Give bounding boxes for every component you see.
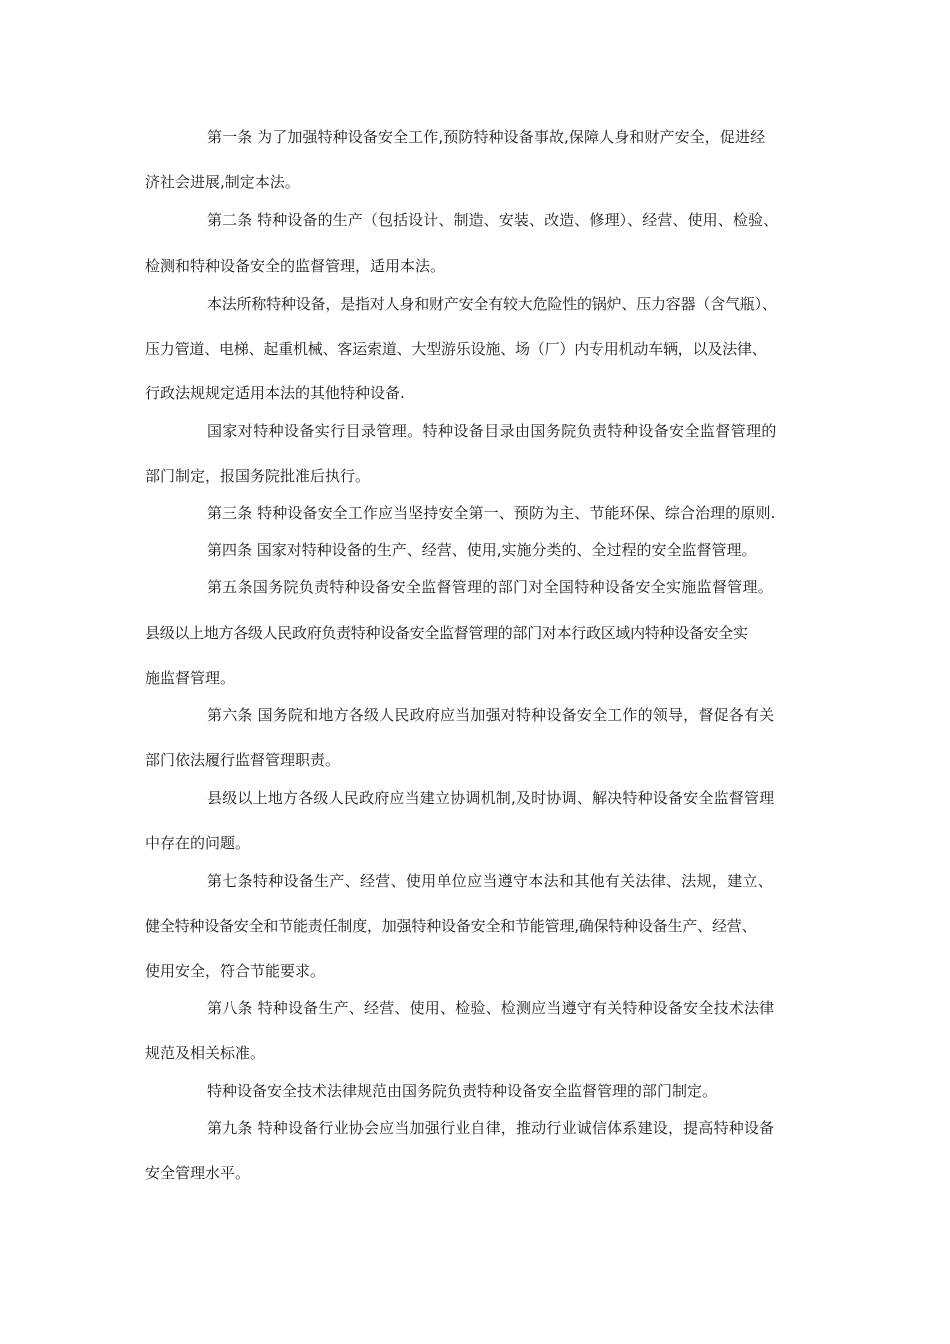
text-line: 第三条 特种设备安全工作应当坚持安全第一、预防为主、节能环保、综合治理的原则.: [207, 504, 776, 522]
text-line: 第六条 国务院和地方各级人民政府应当加强对特种设备安全工作的领导，督促各有关: [207, 706, 775, 724]
text-line: 健全特种设备安全和节能责任制度，加强特种设备安全和节能管理,确保特种设备生产、经营、: [145, 917, 757, 935]
text-line: 安全管理水平。: [145, 1164, 251, 1182]
text-line: 检测和特种设备安全的监督管理，适用本法。: [145, 257, 446, 275]
text-line: 县级以上地方各级人民政府应当建立协调机制,及时协调、解决特种设备安全监督管理: [207, 789, 775, 807]
text-line: 国家对特种设备实行目录管理。特种设备目录由国务院负责特种设备安全监督管理的: [207, 422, 777, 440]
text-line: 行政法规规定适用本法的其他特种设备.: [145, 384, 405, 402]
text-line: 第四条 国家对特种设备的生产、经营、使用,实施分类的、全过程的安全监督管理。: [207, 541, 757, 559]
text-line: 特种设备安全技术法律规范由国务院负责特种设备安全监督管理的部门制定。: [207, 1082, 718, 1100]
text-line: 第八条 特种设备生产、经营、使用、检验、检测应当遵守有关特种设备安全技术法律: [207, 999, 775, 1017]
text-line: 第二条 特种设备的生产（包括设计、制造、安装、改造、修理）、经营、使用、检验、: [207, 211, 779, 229]
text-line: 使用安全，符合节能要求。: [145, 962, 326, 980]
text-line: 规范及相关标准。: [145, 1044, 266, 1062]
text-line: 第一条 为了加强特种设备安全工作,预防特种设备事故,保障人身和财产安全，促进经: [207, 128, 766, 146]
text-line: 济社会进展,制定本法。: [145, 173, 300, 191]
text-line: 中存在的问题。: [145, 834, 251, 852]
text-line: 部门依法履行监督管理职责。: [145, 751, 341, 769]
text-line: 部门制定，报国务院批准后执行。: [145, 467, 371, 485]
text-line: 县级以上地方各级人民政府负责特种设备安全监督管理的部门对本行政区域内特种设备安全实: [145, 624, 748, 642]
text-line: 压力管道、电梯、起重机械、客运索道、大型游乐设施、场（厂）内专用机动车辆，以及法律、: [145, 340, 767, 358]
text-line: 第九条 特种设备行业协会应当加强行业自律，推动行业诚信体系建设，提高特种设备: [207, 1119, 775, 1137]
text-line: 第五条国务院负责特种设备安全监督管理的部门对全国特种设备安全实施监督管理。: [207, 578, 774, 596]
text-line: 本法所称特种设备，是指对人身和财产安全有较大危险性的锅炉、压力容器（含气瓶）、: [207, 295, 777, 313]
text-line: 第七条特种设备生产、经营、使用单位应当遵守本法和其他有关法律、法规，建立、: [207, 872, 774, 890]
text-line: 施监督管理。: [145, 669, 236, 687]
